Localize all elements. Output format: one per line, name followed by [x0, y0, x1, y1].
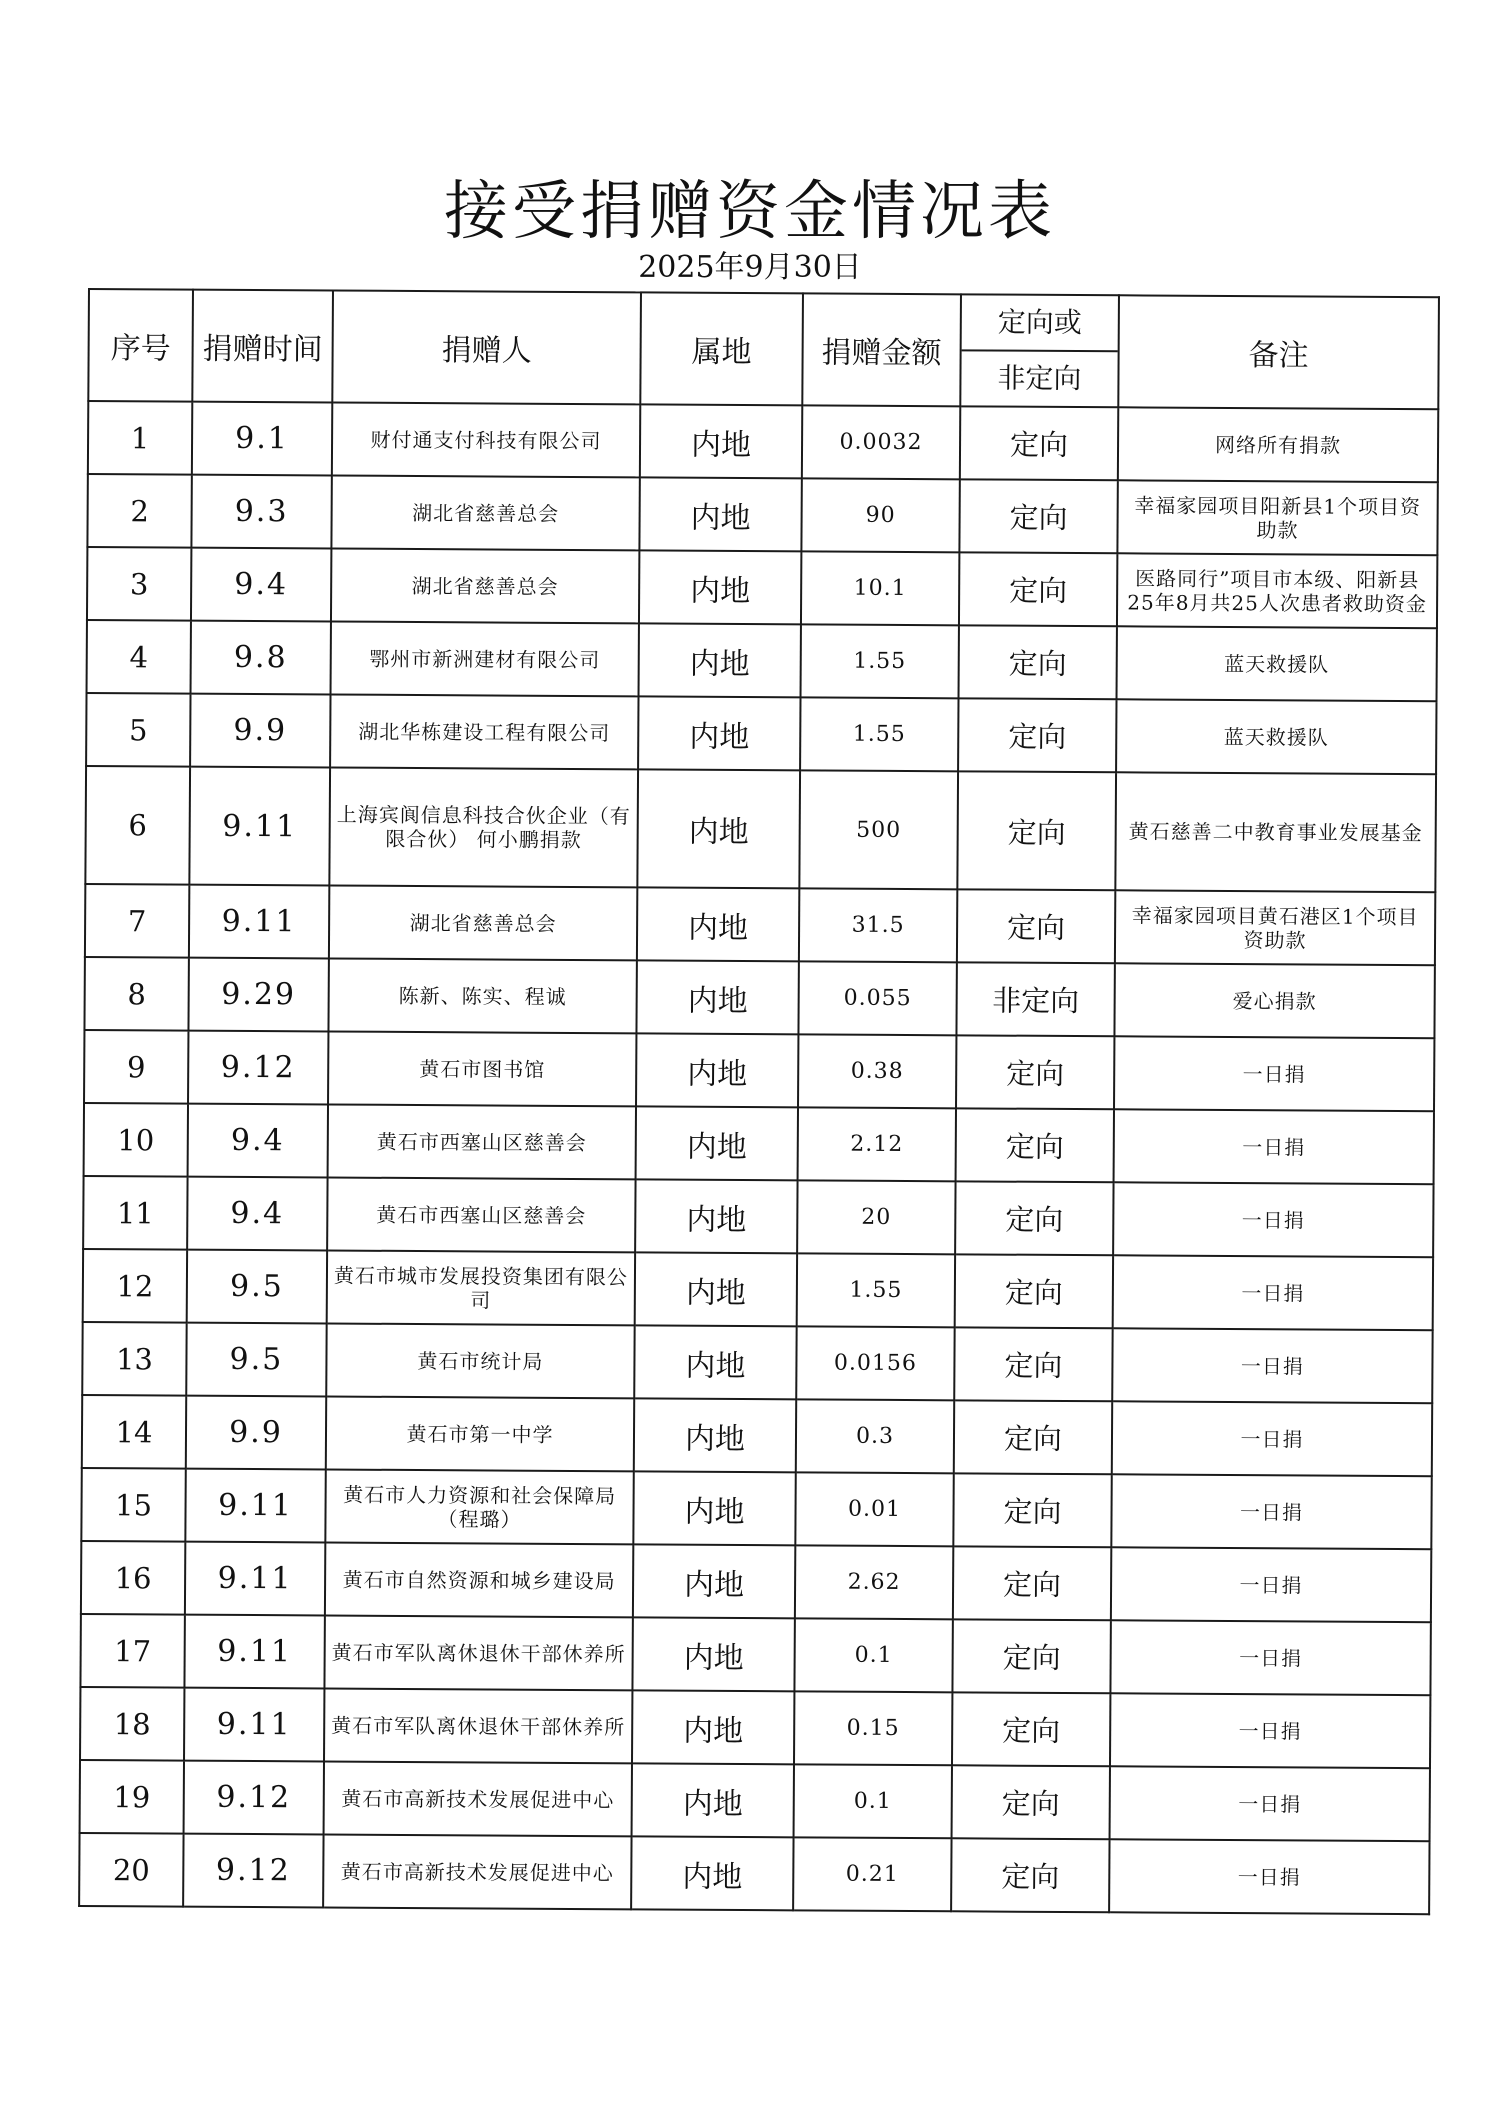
cell-location: 内地: [636, 1106, 798, 1180]
cell-index: 13: [82, 1322, 186, 1396]
cell-amount: 500: [799, 770, 958, 889]
cell-note: 黄石慈善二中教育事业发展基金: [1115, 772, 1436, 892]
cell-index: 1: [88, 401, 192, 475]
cell-index: 16: [81, 1541, 185, 1615]
cell-amount: 90: [801, 478, 959, 552]
table-header-row: [88, 289, 1439, 409]
cell-donor: 湖北省慈善总会: [331, 548, 639, 623]
cell-date: 9.11: [184, 1615, 324, 1689]
cell-index: 5: [86, 693, 190, 767]
cell-direction: 定向: [956, 1108, 1114, 1182]
table-row: [88, 401, 1438, 482]
cell-index: 14: [82, 1395, 186, 1469]
cell-amount: 1.55: [801, 624, 959, 698]
cell-location: 内地: [636, 1033, 798, 1107]
cell-direction: 定向: [953, 1473, 1111, 1547]
cell-amount: 1.55: [800, 697, 958, 771]
cell-index: 20: [79, 1833, 183, 1907]
cell-index: 2: [87, 474, 191, 548]
cell-location: 内地: [639, 623, 801, 697]
cell-date: 9.4: [187, 1177, 327, 1251]
cell-note: 一日捐: [1112, 1328, 1432, 1403]
cell-note: 一日捐: [1114, 1036, 1434, 1111]
cell-note: 幸福家园项目阳新县1个项目资助款: [1117, 480, 1437, 555]
cell-amount: 31.5: [799, 888, 957, 962]
cell-index: 6: [85, 766, 190, 885]
cell-note: 一日捐: [1111, 1547, 1431, 1622]
cell-note: 一日捐: [1111, 1474, 1431, 1549]
cell-note: 一日捐: [1109, 1839, 1429, 1914]
header-note: 备注: [1118, 295, 1439, 409]
cell-note: 网络所有捐款: [1118, 407, 1438, 482]
table-row: [81, 1468, 1431, 1549]
cell-location: 内地: [635, 1252, 797, 1326]
cell-date: 9.3: [191, 475, 331, 549]
cell-note: 医路同行”项目市本级、阳新县25年8月共25人次患者救助资金: [1117, 553, 1437, 628]
table-row: [85, 766, 1436, 892]
cell-direction: 定向: [959, 552, 1117, 626]
cell-index: 15: [81, 1468, 185, 1542]
cell-note: 爱心捐款: [1114, 963, 1434, 1038]
cell-date: 9.12: [184, 1761, 324, 1835]
cell-direction: 非定向: [956, 962, 1114, 1036]
cell-direction: 定向: [955, 1254, 1113, 1328]
cell-direction: 定向: [958, 698, 1116, 772]
header-location: 属地: [640, 292, 803, 405]
cell-amount: 0.3: [796, 1399, 954, 1473]
table-row: [87, 620, 1437, 701]
page-title: 接受捐赠资金情况表: [444, 175, 1056, 249]
cell-date: 9.9: [190, 694, 330, 768]
cell-index: 18: [80, 1687, 184, 1761]
table-row: [83, 1176, 1433, 1257]
cell-direction: 定向: [959, 479, 1117, 553]
cell-note: 一日捐: [1114, 1109, 1434, 1184]
cell-note: 一日捐: [1112, 1401, 1432, 1476]
cell-date: 9.1: [192, 402, 332, 476]
cell-index: 19: [80, 1760, 184, 1834]
cell-amount: 0.21: [793, 1837, 951, 1911]
table-row: [81, 1541, 1431, 1622]
cell-donor: 黄石市军队离休退休干部休养所: [324, 1615, 632, 1690]
header-direction-bottom: 非定向: [997, 361, 1082, 396]
cell-note: 幸福家园项目黄石港区1个项目资助款: [1115, 890, 1435, 965]
table-row: [87, 547, 1437, 628]
cell-donor: 上海宾阆信息科技合伙企业（有限合伙） 何小鹏捐款: [329, 767, 638, 887]
cell-location: 内地: [639, 550, 801, 624]
cell-direction: 定向: [960, 406, 1118, 480]
cell-note: 一日捐: [1110, 1693, 1430, 1768]
cell-location: 内地: [637, 887, 799, 961]
cell-location: 内地: [637, 769, 800, 888]
cell-donor: 黄石市西塞山区慈善会: [328, 1104, 636, 1179]
cell-direction: 定向: [952, 1765, 1110, 1839]
table-row: [87, 474, 1437, 555]
cell-donor: 湖北省慈善总会: [331, 475, 639, 550]
cell-index: 3: [87, 547, 191, 621]
cell-date: 9.11: [189, 885, 329, 959]
header-donor: 捐赠人: [332, 290, 641, 404]
cell-index: 8: [84, 957, 188, 1031]
cell-location: 内地: [631, 1836, 793, 1910]
table-row: [79, 1833, 1429, 1914]
cell-location: 内地: [638, 696, 800, 770]
cell-note: 一日捐: [1113, 1255, 1433, 1330]
cell-direction: 定向: [951, 1838, 1109, 1912]
cell-index: 11: [83, 1176, 187, 1250]
cell-location: 内地: [639, 477, 801, 551]
cell-amount: 1.55: [797, 1253, 955, 1327]
table-row: [84, 957, 1434, 1038]
cell-index: 9: [84, 1030, 188, 1104]
cell-direction: 定向: [957, 771, 1116, 890]
table-row: [82, 1395, 1432, 1476]
cell-amount: 0.055: [798, 961, 956, 1035]
cell-date: 9.12: [183, 1834, 323, 1908]
cell-note: 一日捐: [1110, 1620, 1430, 1695]
cell-amount: 20: [797, 1180, 955, 1254]
cell-direction: 定向: [956, 1035, 1114, 1109]
table-row: [84, 1030, 1434, 1111]
header-direction-top: 定向或: [962, 295, 1118, 352]
cell-amount: 0.1: [794, 1764, 952, 1838]
cell-donor: 黄石市高新技术发展促进中心: [323, 1834, 631, 1909]
cell-date: 9.5: [187, 1250, 327, 1324]
cell-donor: 财付通支付科技有限公司: [332, 402, 640, 477]
cell-amount: 0.15: [794, 1691, 952, 1765]
cell-direction: 定向: [953, 1546, 1111, 1620]
table-body: [79, 401, 1438, 1914]
cell-direction: 定向: [959, 625, 1117, 699]
cell-donor: 陈新、陈实、程诚: [328, 958, 636, 1033]
cell-location: 内地: [633, 1471, 795, 1545]
cell-donor: 黄石市图书馆: [328, 1031, 636, 1106]
header-index: 序号: [88, 289, 193, 402]
cell-date: 9.11: [184, 1688, 324, 1762]
cell-direction: 定向: [954, 1400, 1112, 1474]
table-row: [83, 1249, 1433, 1330]
cell-location: 内地: [640, 404, 802, 478]
cell-donor: 湖北华栋建设工程有限公司: [330, 694, 638, 769]
header-date: 捐赠时间: [192, 290, 333, 403]
cell-date: 9.4: [188, 1104, 328, 1178]
table-row: [80, 1687, 1430, 1768]
report-date: 2025年9月30日: [638, 250, 862, 285]
cell-date: 9.11: [185, 1542, 325, 1616]
cell-location: 内地: [636, 960, 798, 1034]
cell-date: 9.11: [189, 767, 330, 886]
cell-donor: 黄石市城市发展投资集团有限公司: [327, 1250, 635, 1325]
table-row: [84, 1103, 1434, 1184]
cell-direction: 定向: [954, 1327, 1112, 1401]
cell-date: 9.11: [185, 1469, 325, 1543]
cell-date: 9.12: [188, 1031, 328, 1105]
cell-date: 9.9: [186, 1396, 326, 1470]
cell-note: 一日捐: [1110, 1766, 1430, 1841]
cell-amount: 2.62: [795, 1545, 953, 1619]
cell-index: 4: [87, 620, 191, 694]
cell-date: 9.8: [191, 621, 331, 695]
cell-amount: 0.0156: [796, 1326, 954, 1400]
cell-amount: 0.38: [798, 1034, 956, 1108]
cell-direction: 定向: [957, 889, 1115, 963]
cell-donor: 湖北省慈善总会: [329, 885, 637, 960]
cell-location: 内地: [632, 1690, 794, 1764]
header-amount: 捐赠金额: [802, 293, 961, 406]
cell-date: 9.4: [191, 548, 331, 622]
cell-direction: 定向: [955, 1181, 1113, 1255]
cell-amount: 10.1: [801, 551, 959, 625]
cell-direction: 定向: [952, 1692, 1110, 1766]
cell-location: 内地: [634, 1398, 796, 1472]
table-row: [86, 693, 1436, 774]
table-row: [80, 1760, 1430, 1841]
cell-index: 10: [84, 1103, 188, 1177]
cell-donor: 黄石市自然资源和城乡建设局: [325, 1542, 633, 1617]
cell-amount: 0.1: [794, 1618, 952, 1692]
cell-date: 9.29: [188, 958, 328, 1032]
cell-donor: 黄石市人力资源和社会保障局（程璐）: [325, 1469, 633, 1544]
cell-amount: 0.0032: [802, 405, 960, 479]
cell-note: 蓝天救援队: [1116, 699, 1436, 774]
cell-donor: 黄石市西塞山区慈善会: [327, 1177, 635, 1252]
cell-location: 内地: [634, 1325, 796, 1399]
donation-table: [78, 288, 1440, 1915]
cell-location: 内地: [632, 1763, 794, 1837]
cell-amount: 2.12: [798, 1107, 956, 1181]
cell-index: 7: [85, 884, 189, 958]
header-direction: [960, 294, 1119, 407]
table-row: [80, 1614, 1430, 1695]
cell-note: 一日捐: [1113, 1182, 1433, 1257]
cell-note: 蓝天救援队: [1117, 626, 1437, 701]
cell-donor: 黄石市军队离休退休干部休养所: [324, 1688, 632, 1763]
cell-location: 内地: [633, 1544, 795, 1618]
cell-location: 内地: [635, 1179, 797, 1253]
cell-donor: 鄂州市新洲建材有限公司: [331, 621, 639, 696]
cell-amount: 0.01: [795, 1472, 953, 1546]
cell-index: 12: [83, 1249, 187, 1323]
table-row: [82, 1322, 1432, 1403]
cell-donor: 黄石市高新技术发展促进中心: [324, 1761, 632, 1836]
cell-direction: 定向: [952, 1619, 1110, 1693]
cell-donor: 黄石市第一中学: [326, 1396, 634, 1471]
cell-donor: 黄石市统计局: [326, 1323, 634, 1398]
table-row: [85, 884, 1435, 965]
cell-date: 9.5: [186, 1323, 326, 1397]
cell-location: 内地: [632, 1617, 794, 1691]
cell-index: 17: [80, 1614, 184, 1688]
